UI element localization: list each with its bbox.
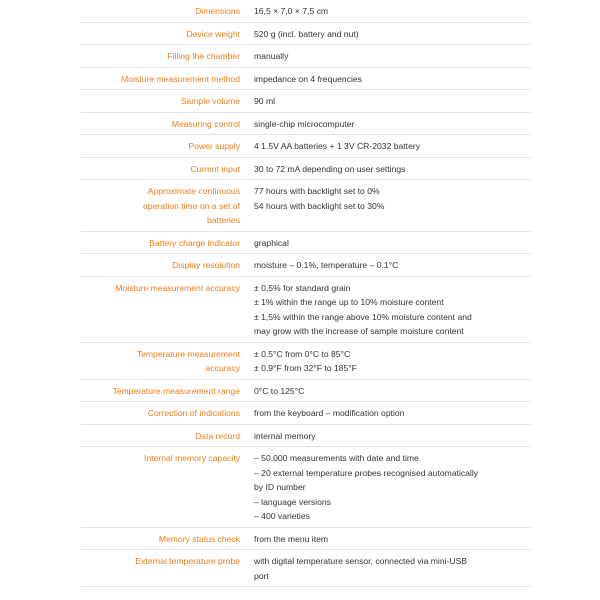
spec-row [81,550,531,587]
spec-value [247,447,531,528]
spec-value-line: impedance on 4 frequencies [254,73,362,84]
spec-value-line: 77 hours with backlight set to 0% [254,186,380,196]
spec-label-line: Current input [190,163,240,174]
spec-label-line: Data record [195,430,240,441]
spec-row [81,424,531,447]
spec-value-line: may grow with the increase of sample moisture content [254,326,464,336]
spec-value-line: from the menu item [254,533,329,544]
spec-label-line: Memory status check [158,533,240,544]
spec-label-line: Sample volume [180,96,240,106]
spec-label [81,550,247,587]
spec-value-line: with digital temperature sensor, connected via mini-USB [254,556,468,566]
spec-value-line: manually [254,51,289,61]
spec-label [81,90,247,113]
spec-row [81,254,531,277]
spec-row [81,45,531,68]
spec-label-line: Approximate continuous [147,186,240,196]
spec-label-line: Moisture measurement accuracy [115,282,240,293]
spec-value [247,90,531,113]
spec-label-line: operation time on a set of [143,200,240,211]
spec-label-line: accuracy [205,363,240,373]
spec-value-line: graphical [254,237,289,248]
spec-value-line: by ID number [254,482,306,492]
spec-value [247,67,531,90]
spec-label [81,424,247,447]
spec-value-line: 90 ml [254,96,276,106]
spec-label [81,276,247,342]
spec-label-line: Correction of indications [147,408,240,418]
spec-value-line: ± 0,5% for standard grain [254,282,351,293]
spec-value-line: single-chip microcomputer [254,118,355,129]
spec-label [81,447,247,528]
spec-value-line: 54 hours with backlight set to 30% [254,200,385,211]
spec-value [247,276,531,342]
spec-label [81,112,247,135]
spec-label [81,67,247,90]
specifications-body [81,0,531,587]
spec-row [81,231,531,254]
spec-row [81,379,531,402]
spec-label [81,0,247,22]
spec-value [247,402,531,425]
spec-value [247,0,531,22]
spec-value [247,550,531,587]
spec-label [81,402,247,425]
spec-label [81,180,247,232]
spec-value-line: ± 1% within the range up to 10% moisture content [254,297,444,307]
spec-value-line: internal memory [254,430,316,441]
spec-value-line: 0°C to 125°C [254,385,305,396]
spec-value-line: 30 to 72 mA depending on user settings [254,163,406,174]
spec-value-line: 520 g (incl. battery and nut) [254,28,359,39]
spec-label-line: External temperature probe [135,556,240,566]
spec-label-line: Device weight [186,28,240,39]
spec-value [247,379,531,402]
spec-value-line: – language versions [254,496,331,507]
spec-label-line: Dimensions [195,6,240,16]
spec-row [81,112,531,135]
spec-row [81,90,531,113]
spec-value-line: 4 1.5V AA batteries + 1 3V CR-2032 battery [254,141,421,151]
spec-value-line: 16,5 × 7,0 × 7,5 cm [254,6,329,16]
spec-row [81,157,531,180]
spec-label-line: Internal memory capacity [144,453,240,463]
spec-label-line: Display resolution [172,260,240,270]
spec-value-line: moisture – 0.1%, temperature – 0.1°C [254,260,399,270]
spec-label [81,342,247,379]
spec-label-line: Filling the chamber [167,51,240,61]
spec-value-line: ± 0.9°F from 32°F to 185°F [254,363,357,373]
spec-value-line: ± 1,5% within the range above 10% moisture content and [254,311,472,322]
spec-row [81,276,531,342]
spec-value [247,254,531,277]
spec-label-line: Measuring control [171,118,240,129]
spec-value [247,180,531,232]
spec-label [81,231,247,254]
spec-value-line: port [254,570,269,581]
spec-label [81,45,247,68]
spec-value-line: – 50,000 measurements with date and time [254,453,419,463]
spec-label [81,135,247,158]
spec-label-line: Power supply [188,141,240,151]
spec-label-line: Moisture measurement method [121,73,240,84]
spec-value [247,22,531,45]
spec-row [81,0,531,22]
spec-value [247,135,531,158]
specifications-table [81,0,531,587]
spec-row [81,527,531,550]
spec-label [81,379,247,402]
spec-row [81,342,531,379]
spec-row [81,447,531,528]
spec-value-line: – 400 varieties [254,511,310,521]
spec-value [247,231,531,254]
spec-value [247,45,531,68]
spec-value [247,424,531,447]
spec-value [247,112,531,135]
spec-value [247,157,531,180]
spec-label [81,254,247,277]
spec-label-line: Battery charge indicator [149,237,240,248]
spec-value-line: ± 0.5°C from 0°C to 85°C [254,348,351,359]
spec-value-line: from the keyboard – modification option [254,408,405,418]
spec-row [81,22,531,45]
spec-row [81,67,531,90]
spec-row [81,180,531,232]
spec-value [247,342,531,379]
spec-value-line: – 20 external temperature probes recognised automatically [254,467,479,478]
spec-row [81,135,531,158]
spec-label [81,157,247,180]
spec-label [81,527,247,550]
spec-label-line: batteries [207,215,240,225]
spec-value [247,527,531,550]
spec-label [81,22,247,45]
spec-label-line: Temperature measurement range [112,385,240,396]
spec-label-line: Temperature measurement [136,348,240,359]
spec-row [81,402,531,425]
